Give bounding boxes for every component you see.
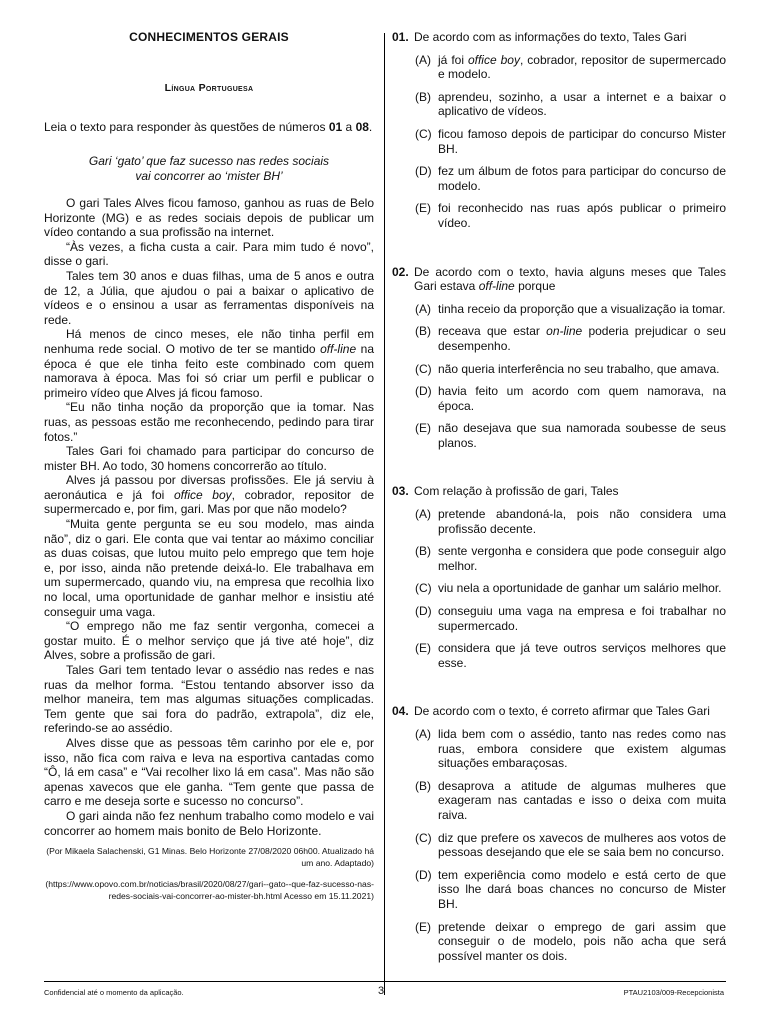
option-b[interactable] [392,779,726,823]
option-letter: (B) [415,544,431,559]
option-letter: (C) [415,830,432,845]
headline-line-2: vai concorrer ao ‘mister BH’ [135,169,283,183]
paragraph [44,327,374,400]
paragraph: Tales Gari foi chamado para participar do concurso de mister BH. Ao todo, 30 homens concorrerão ao título. [44,444,374,473]
option-a[interactable] [392,727,726,771]
option-letter: (B) [415,324,431,339]
option-b[interactable] [392,90,726,119]
option-letter: (C) [415,581,432,596]
option-letter: (B) [415,778,431,793]
option-text: aprendeu, sozinho, a usar a internet e a baixar o aplicativo de vídeos. [438,89,726,119]
option-text: lida bem com o assédio, tanto nas redes como nas ruas, embora considere que existem algumas situações embaraçosas. [438,727,726,771]
question-stem [392,265,726,294]
paragraph-text: Há menos de cinco meses, ele não tinha perfil em nenhuma rede social. O motivo de ter se mantido [44,327,374,356]
instruction-text: Leia o texto para responder às questões de números [44,120,329,134]
option-text: desaprova a atitude de algumas mulheres que exageram nas cantadas e isso o deixa com muita raiva. [438,778,726,822]
question-number: 02. [392,264,409,279]
option-text: foi reconhecido nas ruas após publicar o primeiro vídeo. [438,201,726,230]
instruction-text-end: . [368,120,373,134]
headline-line-1: Gari ‘gato’ que faz sucesso nas redes sociais [88,154,330,168]
option-e[interactable] [392,201,726,230]
option-text: considera que já teve outros serviços melhores que esse. [438,641,726,670]
question-01 [392,30,726,231]
option-letter: (A) [415,727,431,741]
option-text: tinha receio da proporção que a visualização ia tomar. [438,301,726,316]
option-letter: (E) [415,641,431,656]
option-text: pretende deixar o emprego de gari assim que conseguir o de modelo, pois não acha que será possível manter os dois. [438,919,726,963]
paragraph-italic: off-line [320,341,357,356]
citation-author: (Por Mikaela Salachenski, G1 Minas. Belo Horizonte 27/08/2020 06h00. Atualizado há um ano. Adaptado) [46,846,374,868]
paragraph-italic: office boy [173,487,232,502]
footer-exam-code: PTAU2103/009-Recepcionista [623,988,724,997]
stem-text: porque [514,279,556,294]
question-stem: De acordo com as informações do texto, Tales Gari [414,30,687,44]
question-number: 01. [392,30,409,44]
option-a[interactable] [392,302,726,317]
instruction-number-end: 08 [355,120,369,134]
option-letter: (E) [415,919,431,934]
paragraph: “Eu não tinha noção da proporção que ia tomar. Nas ruas, as pessoas estão me reconhecendo, pedindo para tirar fotos.” [44,400,374,444]
questions-column [392,30,726,997]
question-03 [392,484,726,670]
instruction-text-mid: a [342,120,356,134]
stem-italic: off-line [478,279,515,294]
option-d[interactable] [392,868,726,912]
paragraph-text: , cobrador, repositor de supermercado e, por fim, gari. Mas por que não modelo? [44,487,374,517]
page-number: 3 [378,985,385,997]
option-c[interactable] [392,127,726,156]
option-e[interactable] [392,920,726,964]
option-text: sente vergonha e considera que pode conseguir algo melhor. [438,544,726,573]
question-04 [392,704,726,963]
option-text: havia feito um acordo com quem namorava, na época. [438,384,726,413]
question-02 [392,265,726,451]
option-d[interactable] [392,604,726,633]
option-letter: (D) [415,164,432,179]
option-text: tem experiência como modelo e está certo de que isso lhe dará boas chances no concurso de Mister BH. [438,867,726,911]
paragraph: Tales tem 30 anos e duas filhas, uma de 5 anos e outra de 12, a Júlia, que ajudou o pai a baixar o aplicativo de vídeos e o ensinou a usar as ferramentas disponíveis na rede. [44,268,374,327]
option-c[interactable] [392,581,726,596]
option-e[interactable] [392,641,726,670]
option-italic: office boy [467,52,520,67]
paragraph: “Muita gente pergunta se eu sou modelo, mas ainda não”, diz o gari. Ele conta que vai tentar ao máximo conciliar as duas coisas, que lutou muito pelo emprego que tem hoje e, por isso, ainda não pretende deixá-lo. Ele trabalhava em um supermercado, quando viu, na empresa que recolhia lixo no local, uma oportunidade de ganhar melhor e insistiu até conseguir uma vaga. [44,517,374,619]
option-d[interactable] [392,164,726,193]
footer-rule [44,981,726,982]
footer-confidential: Confidencial até o momento da aplicação. [44,988,184,997]
option-text: não queria interferência no seu trabalho, que amava. [438,361,720,376]
paragraph: Alves disse que as pessoas têm carinho por ele e, por isso, não fica com raiva e leva na esportiva cantadas como “Ô, lá em casa” e “Vai recolher lixo lá em casa”. Mas não são apenas xavecos que ele ganha. “Tem gente que passa de carro e me deseja sorte e sucesso no concurso”. [44,735,374,809]
option-a[interactable] [392,507,726,536]
question-stem: De acordo com o texto, é correto afirmar que Tales Gari [414,704,710,719]
option-c[interactable] [392,362,726,377]
option-letter: (D) [415,384,432,399]
option-letter: (C) [415,361,432,376]
option-text: ficou famoso depois de participar do concurso Mister BH. [438,126,726,156]
option-letter: (C) [415,126,432,141]
subject-title: Língua Portuguesa [164,82,254,94]
paragraph-text: Alves já passou por diversas profissões. Ele já serviu à aeronáutica e já foi [44,473,374,502]
option-text: poderia prejudicar o seu desempenho. [438,324,726,353]
option-letter: (D) [415,604,432,619]
option-letter: (E) [415,201,431,216]
option-text: diz que prefere os xavecos de mulheres aos votos de pessoas desejando que ele se saia bem no concurso. [438,830,726,860]
citation-source: (https://www.opovo.com.br/noticias/brasil/2020/08/27/gari--gato--que-faz-sucesso-nas-redes-sociais-vai-concorrer-ao-mister-bh.html Acesso em 15.11.2021) [45,879,374,901]
option-c[interactable] [392,831,726,860]
paragraph-text: na época é que ele tinha feito este combinado com quem namorava à época. Mas foi só criar um perfil e publicar o primeiro vídeo que Alves já ficou famoso. [44,341,374,400]
option-letter: (A) [415,52,431,67]
option-letter: (E) [415,421,431,436]
option-text: já foi [438,52,468,67]
option-text: viu nela a oportunidade de ganhar um salário melhor. [438,581,722,596]
text-column [44,30,374,902]
reading-instruction [44,120,374,134]
option-d[interactable] [392,384,726,413]
paragraph: O gari ainda não fez nenhum trabalho como modelo e vai concorrer ao homem mais bonito de Belo Horizonte. [44,808,374,838]
paragraph: O gari Tales Alves ficou famoso, ganhou as ruas de Belo Horizonte (MG) e as redes sociais depois de publicar um vídeo contando a sua profissão na internet. [44,196,374,240]
option-b[interactable] [392,324,726,353]
option-a[interactable] [392,53,726,82]
question-number: 04. [392,704,409,719]
option-italic: on-line [546,324,583,339]
paragraph: “Às vezes, a ficha custa a cair. Para mim tudo é novo”, disse o gari. [44,239,374,269]
option-letter: (D) [415,867,432,882]
option-text: não desejava que sua namorada soubesse de seus planos. [438,421,726,450]
article-headline [44,154,374,184]
option-text: pretende abandoná-la, pois não considera uma profissão decente. [438,507,726,536]
option-text: , cobrador, repositor de supermercado e modelo. [438,52,726,82]
option-letter: (A) [415,507,431,522]
option-b[interactable] [392,544,726,573]
option-letter: (A) [415,301,431,316]
instruction-number-start: 01 [328,120,343,134]
option-e[interactable] [392,421,726,450]
option-letter: (B) [415,89,431,104]
article-body [44,196,374,838]
option-text: conseguiu uma vaga na empresa e foi trabalhar no supermercado. [438,604,726,633]
paragraph [44,473,374,517]
section-title: CONHECIMENTOS GERAIS [129,30,289,44]
paragraph: “O emprego não me faz sentir vergonha, comecei a gostar muito. É o melhor serviço que já tive até hoje”, diz Alves, sobre a profissão de gari. [44,619,374,663]
option-text: receava que estar [438,324,547,339]
question-stem: Com relação à profissão de gari, Tales [414,484,619,499]
column-divider [384,33,385,995]
question-number: 03. [392,484,409,499]
paragraph: Tales Gari tem tentado levar o assédio nas redes e nas ruas da melhor forma. “Estou tentando absorver isso da melhor maneira, tem mas algumas situações complicadas. Tem gente que sai fora do padrão, extrapola”, diz ele, referindo-se ao assédio. [44,663,374,736]
option-text: fez um álbum de fotos para participar do concurso de modelo. [438,164,726,193]
stem-text: De acordo com o texto, havia alguns meses que Tales Gari estava [414,264,726,294]
